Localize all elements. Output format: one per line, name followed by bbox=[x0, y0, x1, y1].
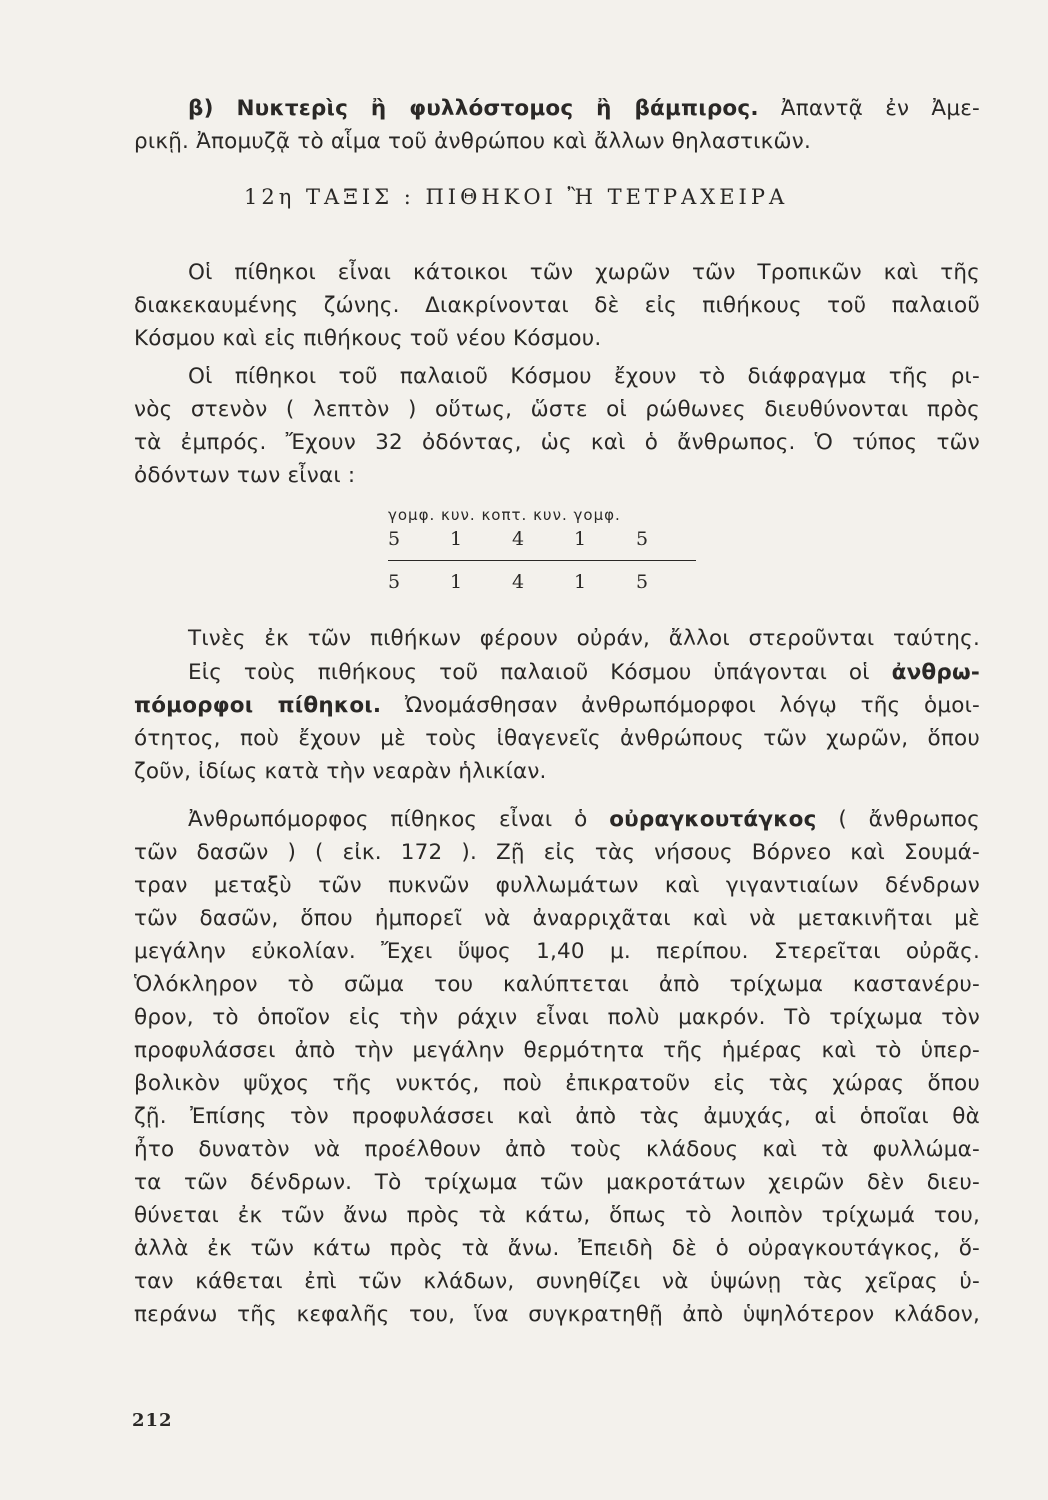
text-line: ότητος, ποὺ ἔχουν μὲ τοὺς ἰθαγενεῖς ἀνθρώπους τῶν χωρῶν, ὅπου bbox=[134, 726, 980, 751]
text-line: Οἱ πίθηκοι εἶναι κάτοικοι τῶν χωρῶν τῶν Τροπικῶν καὶ τῆς bbox=[188, 260, 980, 285]
page-number: 212 bbox=[132, 1410, 173, 1431]
dental-formula-upper bbox=[388, 528, 698, 558]
text-line: τὰ ἐμπρός. Ἔχουν 32 ὀδόντας, ὡς καὶ ὁ ἄνθρωπος. Ὁ τύπος τῶν bbox=[134, 430, 980, 455]
text-line: τα τῶν δένδρων. Τὸ τρίχωμα τῶν μακροτάτων χειρῶν δὲν διευ- bbox=[134, 1170, 980, 1195]
text-line: Κόσμου καὶ εἰς πιθήκους τοῦ νέου Κόσμου. bbox=[134, 326, 602, 351]
text-line: ρικῇ. Ἀπομυζᾷ τὸ αἷμα τοῦ ἀνθρώπου καὶ ἄλλων θηλαστικῶν. bbox=[134, 129, 811, 154]
formula-value: 5 bbox=[388, 528, 401, 550]
formula-value: 5 bbox=[636, 528, 649, 550]
text-line: ἦτο δυνατὸν νὰ προέλθουν ἀπὸ τοὺς κλάδους καὶ τὰ φυλλώμα- bbox=[134, 1137, 980, 1162]
formula-value: 4 bbox=[512, 571, 525, 593]
bold-term: οὐραγκουτάγκος bbox=[609, 807, 817, 832]
formula-value: 4 bbox=[512, 528, 525, 550]
text-line: θρον, τὸ ὁποῖον εἰς τὴν ράχιν εἶναι πολὺ μακρόν. Τὸ τρίχωμα τὸν bbox=[134, 1005, 980, 1030]
dental-formula-header: γομφ. κυν. κοπτ. κυν. γομφ. bbox=[388, 506, 621, 524]
paragraph-4 bbox=[134, 656, 980, 788]
text-line: θύνεται ἐκ τῶν ἄνω πρὸς τὰ κάτω, ὅπως τὸ λοιπὸν τρίχωμά του, bbox=[134, 1203, 980, 1228]
paragraph-3 bbox=[134, 622, 980, 655]
text-line: περάνω τῆς κεφαλῆς του, ἵνα συγκρατηθῇ ἀπὸ ὑψηλότερον κλάδον, bbox=[134, 1302, 980, 1327]
dental-formula-lower bbox=[388, 571, 698, 601]
text-line: ὀδόντων των εἶναι : bbox=[134, 463, 356, 488]
paragraph-2 bbox=[134, 360, 980, 492]
section-heading: 12η ΤΑΞΙΣ : ΠΙΘΗΚΟΙ Ἢ ΤΕΤΡΑΧΕΙΡΑ bbox=[244, 185, 789, 209]
dental-formula bbox=[388, 506, 698, 601]
text-line: προφυλάσσει ἀπὸ τὴν μεγάλην θερμότητα τῆς ἡμέρας καὶ τὸ ὑπερ- bbox=[134, 1038, 980, 1063]
bold-term: β) Νυκτερὶς ἢ φυλλόστομος ἢ βάμπιρος. bbox=[188, 96, 759, 121]
fraction-rule bbox=[388, 560, 696, 561]
formula-value: 1 bbox=[574, 571, 587, 593]
text-line: Εἰς τοὺς πιθήκους τοῦ παλαιοῦ Κόσμου ὑπάγονται οἱ ἀνθρω- bbox=[188, 660, 980, 685]
text-line: νὸς στενὸν ( λεπτὸν ) οὕτως, ὥστε οἱ ρώθωνες διευθύνονται πρὸς bbox=[134, 397, 980, 422]
text-line: ταν κάθεται ἐπὶ τῶν κλάδων, συνηθίζει νὰ ὑψώνῃ τὰς χεῖρας ὑ- bbox=[134, 1269, 980, 1294]
text-line: β) Νυκτερὶς ἢ φυλλόστομος ἢ βάμπιρος. Ἀπαντᾷ ἐν Ἀμε- bbox=[188, 96, 980, 121]
formula-value: 5 bbox=[636, 571, 649, 593]
text-line: μεγάλην εὐκολίαν. Ἔχει ὕψος 1,40 μ. περίπου. Στερεῖται οὐρᾶς. bbox=[134, 939, 980, 964]
formula-value: 1 bbox=[574, 528, 587, 550]
formula-value: 1 bbox=[450, 571, 463, 593]
paragraph-1 bbox=[134, 256, 980, 355]
text-line: ἀλλὰ ἐκ τῶν κάτω πρὸς τὰ ἄνω. Ἐπειδὴ δὲ ὁ οὐραγκουτάγκος, ὅ- bbox=[134, 1236, 980, 1261]
text-line: πόμορφοι πίθηκοι. Ὠνομάσθησαν ἀνθρωπόμορφοι λόγῳ τῆς ὁμοι- bbox=[134, 693, 980, 718]
bold-term: πόμορφοι πίθηκοι. bbox=[134, 693, 382, 718]
text-line: Οἱ πίθηκοι τοῦ παλαιοῦ Κόσμου ἔχουν τὸ διάφραγμα τῆς ρι- bbox=[188, 364, 980, 389]
intro-paragraph bbox=[134, 92, 980, 158]
formula-value: 5 bbox=[388, 571, 401, 593]
text-line: ζοῦν, ἰδίως κατὰ τὴν νεαρὰν ἡλικίαν. bbox=[134, 759, 547, 784]
text-line: τῶν δασῶν, ὅπου ἠμπορεῖ νὰ ἀναρριχᾶται καὶ νὰ μετακινῆται μὲ bbox=[134, 906, 980, 931]
text-line: Τινὲς ἐκ τῶν πιθήκων φέρουν οὐράν, ἄλλοι στεροῦνται ταύτης. bbox=[188, 626, 980, 651]
formula-value: 1 bbox=[450, 528, 463, 550]
text-line: διακεκαυμένης ζώνης. Διακρίνονται δὲ εἰς πιθήκους τοῦ παλαιοῦ bbox=[134, 293, 980, 318]
text-line: ζῇ. Ἐπίσης τὸν προφυλάσσει καὶ ἀπὸ τὰς ἀμυχάς, αἱ ὁποῖαι θὰ bbox=[134, 1104, 980, 1129]
bold-term: ἀνθρω- bbox=[891, 660, 980, 685]
text-line: Ἀνθρωπόμορφος πίθηκος εἶναι ὁ οὐραγκουτάγκος ( ἄνθρωπος bbox=[188, 807, 980, 832]
text-line: τῶν δασῶν ) ( εἰκ. 172 ). Ζῇ εἰς τὰς νήσους Βόρνεο καὶ Σουμά- bbox=[134, 840, 980, 865]
paragraph-5 bbox=[134, 803, 980, 1331]
text-line: βολικὸν ψῦχος τῆς νυκτός, ποὺ ἐπικρατοῦν εἰς τὰς χώρας ὅπου bbox=[134, 1071, 980, 1096]
text-line: Ὁλόκληρον τὸ σῶμα του καλύπτεται ἀπὸ τρίχωμα καστανέρυ- bbox=[134, 972, 980, 997]
text-line: τραν μεταξὺ τῶν πυκνῶν φυλλωμάτων καὶ γιγαντιαίων δένδρων bbox=[134, 873, 980, 898]
